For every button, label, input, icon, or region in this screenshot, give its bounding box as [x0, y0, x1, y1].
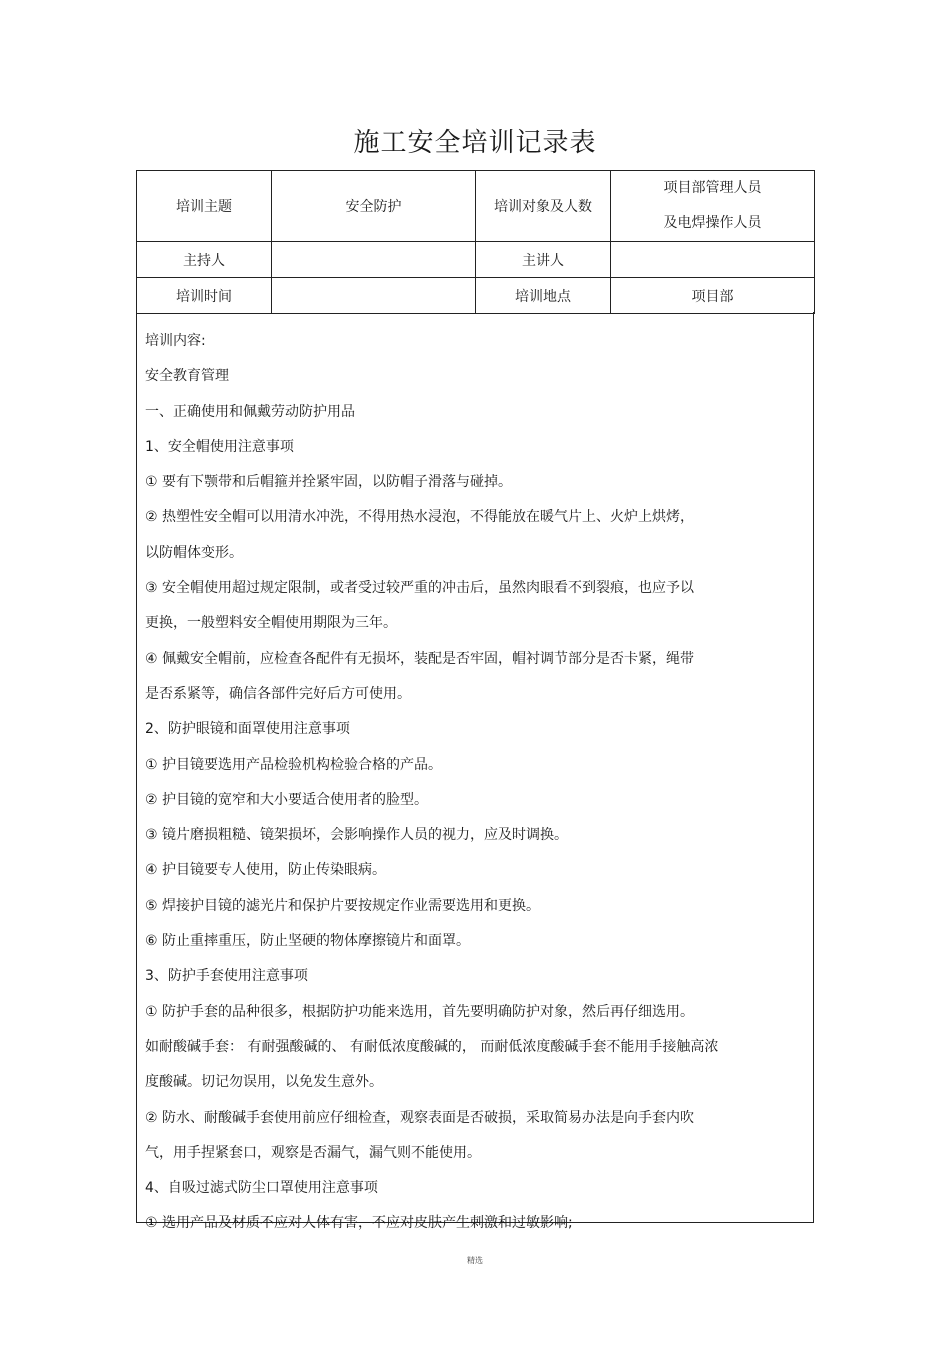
content-line: ④ 护目镜要专人使用，防止传染眼病。 [145, 862, 386, 879]
content-line: ① 护目镜要选用产品检验机构检验合格的产品。 [145, 756, 442, 773]
content-line: 培训内容: [145, 333, 206, 349]
document-title: 施工安全培训记录表 [353, 128, 597, 158]
content-line: 是否系紧等，确信各部件完好后方可使用。 [145, 685, 411, 702]
content-line: 气，用手捏紧套口，观察是否漏气，漏气则不能使用。 [145, 1144, 481, 1161]
audience-value-line2: 及电焊操作人员 [663, 215, 762, 231]
content-line: ⑥ 防止重摔重压，防止坚硬的物体摩擦镜片和面罩。 [145, 933, 470, 950]
topic-label: 培训主题 [137, 171, 272, 242]
content-line: 4、自吸过滤式防尘口罩使用注意事项 [145, 1180, 378, 1197]
content-line: 更换，一般塑料安全帽使用期限为三年。 [145, 615, 397, 632]
content-line: ③ 镜片磨损粗糙、镜架损坏，会影响操作人员的视力，应及时调换。 [145, 827, 568, 844]
table-row-host [137, 242, 815, 278]
content-line: 1、安全帽使用注意事项 [145, 438, 294, 455]
content-line: ⑤ 焊接护目镜的滤光片和保护片要按规定作业需要选用和更换。 [145, 897, 540, 914]
table-row-time [137, 278, 815, 314]
location-label: 培训地点 [476, 278, 611, 314]
audience-value [611, 171, 815, 242]
content-line: ④ 佩戴安全帽前，应检查各配件有无损坏，装配是否牢固，帽衬调节部分是否卡紧，绳带 [145, 650, 694, 667]
content-line: 如耐酸碱手套： 有耐强酸碱的、 有耐低浓度酸碱的， 而耐低浓度酸碱手套不能用手接触高浓 [145, 1038, 719, 1055]
footer-mark: 精选 [467, 1256, 483, 1265]
content-line: ② 热塑性安全帽可以用清水冲洗，不得用热水浸泡，不得能放在暖气片上、火炉上烘烤， [145, 509, 694, 526]
content-line: ① 选用产品及材质不应对人体有害，不应对皮肤产生刺激和过敏影响; [145, 1215, 573, 1232]
content-line: ① 防护手套的品种很多，根据防护功能来选用，首先要明确防护对象，然后再仔细选用。 [145, 1003, 694, 1020]
content-line: 以防帽体变形。 [145, 544, 243, 561]
topic-value: 安全防护 [272, 171, 476, 242]
training-content-cell [136, 312, 814, 1232]
content-line: ① 要有下颚带和后帽箍并拴紧牢固，以防帽子滑落与碰掉。 [145, 474, 512, 491]
host-label: 主持人 [137, 242, 272, 278]
training-record-table [136, 170, 815, 314]
speaker-label: 主讲人 [476, 242, 611, 278]
host-value [272, 242, 476, 278]
content-line: 2、防护眼镜和面罩使用注意事项 [145, 721, 350, 738]
content-line: ② 防水、耐酸碱手套使用前应仔细检查，观察表面是否破损，采取简易办法是向手套内吹 [145, 1109, 694, 1126]
audience-value-line1: 项目部管理人员 [663, 180, 762, 196]
training-content-list [137, 312, 813, 1242]
time-label: 培训时间 [137, 278, 272, 314]
content-line: 安全教育管理 [145, 368, 229, 385]
table-row-topic [137, 171, 815, 242]
audience-label: 培训对象及人数 [476, 171, 611, 242]
content-line: 3、防护手套使用注意事项 [145, 968, 308, 985]
content-line: 一、正确使用和佩戴劳动防护用品 [145, 403, 355, 420]
content-line: ② 护目镜的宽窄和大小要适合使用者的脸型。 [145, 791, 428, 808]
location-value: 项目部 [611, 278, 815, 314]
speaker-value [611, 242, 815, 278]
time-value [272, 278, 476, 314]
content-line: ③ 安全帽使用超过规定限制，或者受过较严重的冲击后，虽然肉眼看不到裂痕，也应予以 [145, 580, 694, 597]
content-line: 度酸碱。切记勿误用，以免发生意外。 [145, 1074, 383, 1091]
